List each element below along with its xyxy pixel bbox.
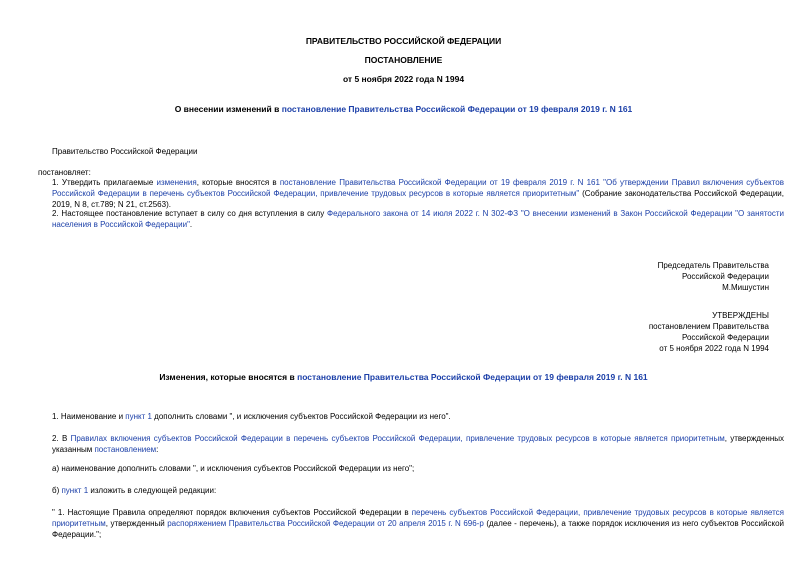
approved-by: постановлением Правительства	[648, 322, 769, 331]
change-2a: а) наименование дополнить словами ", и исключения субъектов Российской Федерации из него";	[52, 464, 415, 473]
intro-decrees: постановляет:	[38, 168, 91, 177]
c2-link-decree[interactable]: постановлением	[94, 445, 157, 454]
quote-link-order[interactable]: распоряжением Правительства Российской Федерации от 20 апреля 2015 г. N 696-р	[167, 519, 484, 528]
c2b-text-a: б)	[52, 486, 62, 495]
c2-text-b: , утвержденных указанным	[52, 434, 784, 454]
c1-link-point-1[interactable]: пункт 1	[125, 412, 152, 421]
signature-block	[469, 260, 769, 293]
quote-text-a: " 1. Настоящие Правила определяют порядок включения субъектов Российской Федерации в	[52, 508, 412, 517]
paragraph-2	[38, 208, 784, 230]
change-2	[38, 433, 784, 455]
p1-text-a: 1. Утвердить прилагаемые	[52, 178, 157, 187]
c2b-text-b: изложить в следующей редакции:	[88, 486, 217, 495]
approved-date: от 5 ноября 2022 года N 1994	[659, 344, 769, 353]
changes-title-prefix: Изменения, которые вносятся в	[159, 372, 298, 382]
c2-text-a: 2. В	[52, 434, 71, 443]
p1-text-b: , которые вносятся в	[196, 178, 280, 187]
quoted-point-1	[38, 507, 784, 540]
paragraph-1	[38, 177, 784, 210]
c2b-link-point-1[interactable]: пункт 1	[61, 486, 89, 495]
p1-link-decree[interactable]: постановление Правительства Российской Федерации от 19 февраля 2019 г. N 161 "Об утверждении Правил включения субъектов Российской Федерации в перечень субъектов Российской Федерации, привлечение трудовых ресурсов в которые является приоритетным"	[52, 178, 784, 198]
quote-text-c: (далее - перечень), а также порядок исключения из него субъектов Российской Федерации.";	[52, 519, 785, 539]
approved-block	[469, 310, 769, 354]
p1-text-c: (Собрание законодательства Российской Федерации, 2019, N 8, ст.789; N 21, ст.2563).	[52, 189, 784, 209]
p2-link-federal-law[interactable]: Федерального закона от 14 июля 2022 г. N 302-ФЗ "О внесении изменений в Закон Российской Федерации "О занятости населения в Российской Федерации"	[52, 209, 785, 229]
quote-text-b: , утвержденный	[105, 519, 168, 528]
p2-text-b: .	[189, 220, 193, 229]
signature-org: Российской Федерации	[682, 272, 769, 281]
title-link[interactable]: постановление Правительства Российской Федерации от 19 февраля 2019 г. N 161	[281, 104, 633, 114]
signature-name: М.Мишустин	[722, 283, 769, 292]
c1-text-b: дополнить словами ", и исключения субъектов Российской Федерации из него".	[151, 412, 451, 421]
c2-link-rules[interactable]: Правилах включения субъектов Российской Федерации в перечень субъектов Российской Федерации, привлечение трудовых ресурсов в которые является приоритетным	[70, 434, 725, 443]
c2-text-c: :	[156, 445, 159, 454]
approved-label: УТВЕРЖДЕНЫ	[712, 311, 769, 320]
changes-title	[0, 372, 807, 383]
p2-text-a: 2. Настоящее постановление вступает в силу со дня вступления в силу	[52, 209, 327, 218]
document-title	[0, 104, 807, 115]
change-1	[38, 411, 784, 422]
header-doc-type: ПОСТАНОВЛЕНИЕ	[364, 55, 443, 65]
header-government: ПРАВИТЕЛЬСТВО РОССИЙСКОЙ ФЕДЕРАЦИИ	[305, 36, 502, 46]
signature-title: Председатель Правительства	[657, 261, 769, 270]
intro-government: Правительство Российской Федерации	[52, 147, 198, 156]
approved-org: Российской Федерации	[682, 333, 769, 342]
c1-text-a: 1. Наименование и	[52, 412, 126, 421]
quote-link-list[interactable]: перечень субъектов Российской Федерации, привлечение трудовых ресурсов в которые является приоритетным	[52, 508, 784, 528]
change-2b	[38, 485, 784, 496]
changes-title-link[interactable]: постановление Правительства Российской Федерации от 19 февраля 2019 г. N 161	[297, 372, 648, 382]
header-date-number: от 5 ноября 2022 года N 1994	[342, 74, 465, 84]
p1-link-changes[interactable]: изменения	[156, 178, 197, 187]
title-prefix: О внесении изменений в	[174, 104, 282, 114]
